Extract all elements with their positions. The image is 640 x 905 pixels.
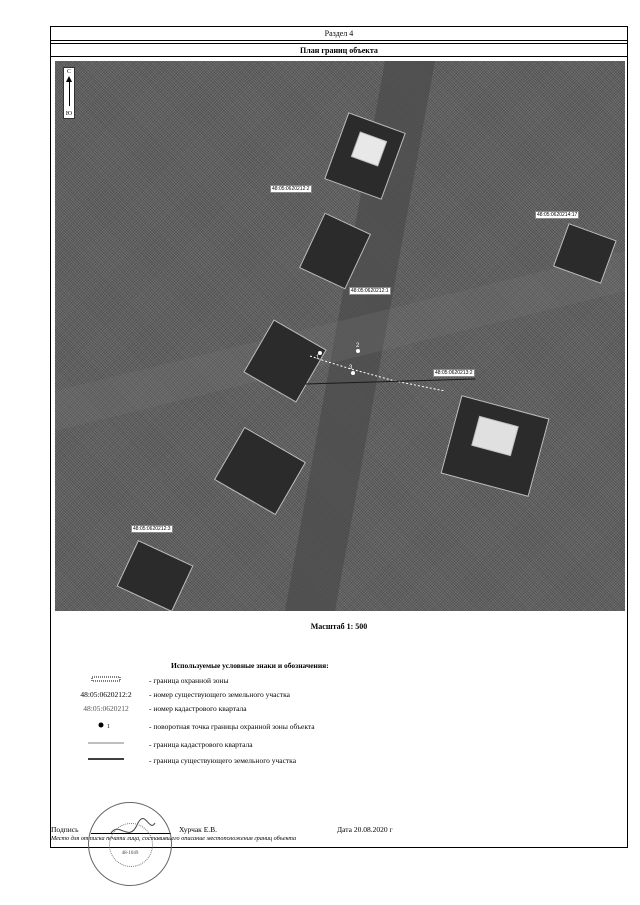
point-number: 1	[316, 355, 320, 361]
legend-symbol: 48:05:0620212:2	[80, 690, 132, 699]
legend-item	[51, 739, 627, 753]
legend-item	[51, 703, 627, 717]
scale-label: Масштаб 1: 500	[310, 622, 368, 631]
legend-text: - поворотная точка границы охранной зоны объекта	[149, 722, 315, 731]
north-arrow-icon	[69, 78, 70, 106]
turning-point-marker	[351, 371, 355, 375]
turning-point-marker	[356, 349, 360, 353]
zone-border-symbol-icon	[91, 675, 121, 683]
legend-text: - граница кадастрового квартала	[149, 740, 253, 749]
legend-symbol	[51, 755, 161, 767]
compass-rose	[63, 67, 75, 119]
satellite-map	[55, 61, 625, 611]
legend-item	[51, 675, 627, 689]
compass-south-label: Ю	[65, 111, 73, 117]
legend-title: Используемые условные знаки и обозначения:	[171, 661, 329, 670]
signature-date: Дата 20.08.2020 г	[337, 825, 393, 834]
section-header: Раздел 4	[51, 27, 627, 41]
parcel-label: 48:05:0620213:2	[435, 370, 473, 376]
legend-item	[51, 755, 627, 769]
parcel-label: 48:05:0620214:17	[537, 212, 578, 218]
stamp-inner-ring	[109, 823, 153, 867]
quarter-border-symbol-icon	[86, 739, 126, 747]
compass-north-label: С	[66, 69, 71, 75]
document-frame	[50, 26, 628, 848]
signatory-name: Хурчак Е.В.	[179, 825, 218, 834]
parcel-label: 48:05:0620212:1	[351, 288, 389, 294]
legend-text: - граница существующего земельного участка	[149, 756, 297, 765]
legend-item	[51, 721, 627, 735]
legend-symbol	[51, 721, 161, 733]
point-number: 3	[349, 365, 353, 371]
stamp-place-note: Место для оттиска печати лица, составившего описание местоположения границ объекта	[51, 835, 297, 842]
legend-symbol: 48:05:0620212	[83, 704, 129, 713]
parcel-border-symbol-icon	[86, 755, 126, 763]
legend-symbol	[51, 675, 161, 687]
legend-text: - граница охранной зоны	[149, 676, 229, 685]
svg-text:1: 1	[107, 724, 110, 729]
signature-label: Подпись	[51, 825, 79, 834]
parcel-label: 48:05:0620212:2	[272, 186, 310, 192]
legend-symbol	[51, 739, 161, 751]
legend-text: - номер кадастрового квартала	[149, 704, 247, 713]
legend-item	[51, 689, 627, 703]
turning-point-symbol-icon	[96, 721, 116, 729]
official-stamp	[88, 802, 172, 886]
stamp-code: 48-1049	[121, 851, 139, 856]
parcel-label: 48:05:0620212:3	[133, 526, 171, 532]
point-number: 2	[356, 343, 360, 349]
legend-text: - номер существующего земельного участка	[149, 690, 290, 699]
page-title: План границ объекта	[51, 43, 627, 57]
